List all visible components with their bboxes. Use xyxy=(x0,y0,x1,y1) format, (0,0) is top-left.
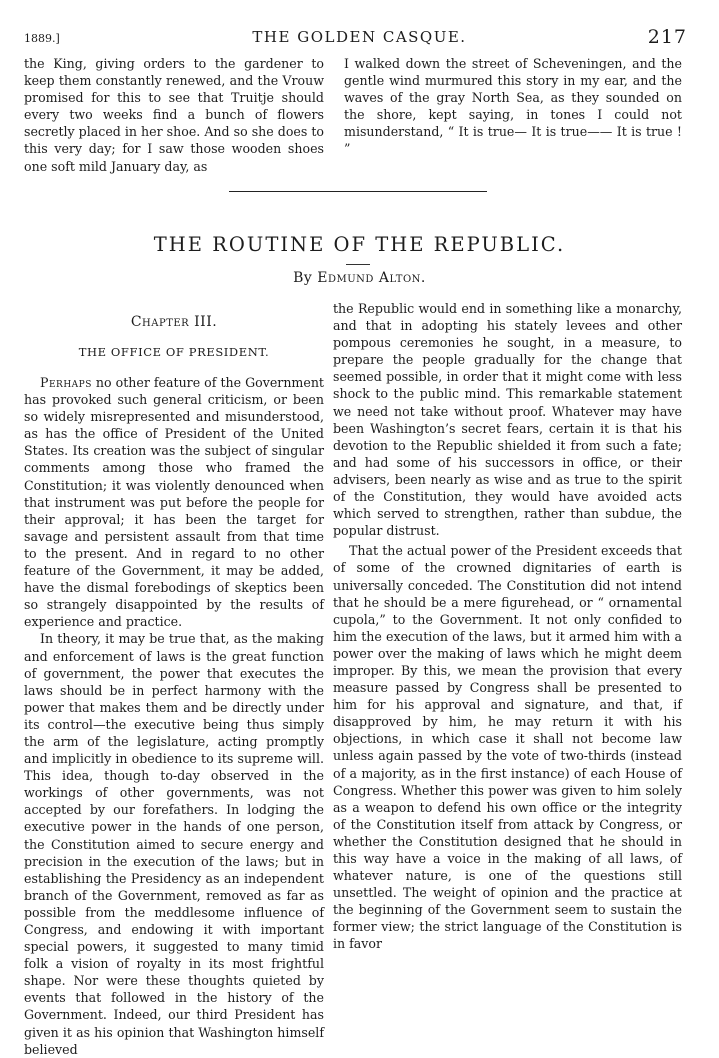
section-heading: THE OFFICE OF PRESIDENT. xyxy=(78,345,270,359)
previous-story-text: I walked down the street of Scheveningen, and the gentle wind murmured this story in my ear, and the waves of the gray North Sea, as they sounded on the shore, kept saying, in tones I could not misunderstand, “ It is true— It is true—— It is true ! ” xyxy=(344,56,682,157)
running-head-journal: THE GOLDEN CASQUE. xyxy=(252,28,467,46)
running-head-year: 1889.] xyxy=(24,32,60,45)
previous-story-right-column xyxy=(344,55,682,158)
body-paragraph: the Republic would end in something like a monarchy, and that in adopting his stately levees and other pompous ceremonies he sought, in a measure, to prepare the people gradually for the change that seemed possible, in order that it might come with less shock to the public mind. This remarkable statement we need not take without proof. Whatever may have been Washington’s secret fears, certain it is that his devotion to the Republic shielded it from such a fate; and had some of his successors in office, or their advisers, been nearly as wise and as true to the spirit of the Constitution, they would have avoided acts which served to strengthen, rather than subdue, the popular distrust. xyxy=(333,301,682,539)
previous-story-text: the King, giving orders to the gardener to keep them constantly renewed, and the Vrouw promised for this to see that Truitje should every two weeks find a bunch of flowers secretly placed in her shoe. And so she does to this very day; for I saw those wooden shoes one soft mild January day, as xyxy=(24,56,324,174)
lead-word: Perhaps xyxy=(40,375,92,390)
article-left-column xyxy=(24,374,324,1058)
running-head xyxy=(0,28,719,50)
chapter-heading: Chapter III. xyxy=(130,314,218,330)
body-paragraph xyxy=(24,374,324,630)
author-name: Edmund Alton. xyxy=(317,270,426,286)
article-right-column xyxy=(333,300,682,953)
previous-story-left-column xyxy=(24,55,324,175)
body-paragraph: In theory, it may be true that, as the making and enforcement of laws is the great function of government, the power that executes the laws should be in perfect harmony with the power that makes them and be directly under its control—the executive being thus simply the arm of the legislature, acting promptly and implicitly in obedience to its supreme will. This idea, though to-day observed in the workings of other governments, was not accepted by our forefathers. In lodging the executive power in the hands of one person, the Constitution aimed to secure energy and precision in the execution of the laws; but in establishing the Presidency as an independent branch of the Government, removed as far as possible from the meddlesome influence of Congress, and endowing it with important special powers, it suggested to many timid folk a vision of royalty in its most frightful shape. Nor were these thoughts quieted by events that followed in the history of the Government. Indeed, our third President has given it as his opinion that Washington himself believed xyxy=(24,631,324,1057)
paragraph-text: no other feature of the Government has provoked such general criticism, or been so widely misrepresented and misunderstood, as has the office of President of the United States. Its creation was the subject of singular comments among those who framed the Constitution; it was violently denounced when that instrument was put before the people for their approval; it has been the target for savage and persistent assault from that time to the present. And in regard to no other feature of the Government, it may be added, have the dismal forebodings of skeptics been so strangely disappointed by the results of experience and practice. xyxy=(24,375,324,630)
body-paragraph: That the actual power of the President exceeds that of some of the crowned dignitaries of earth is universally conceded. The Constitution did not intend that he should be a mere figurehead, or “ ornamental cupola,” to the Government. It not only confided to him the execution of the laws, but it armed him with a power over the making of laws which he might deem improper. By this, we mean the provision that every measure passed by Congress shall be presented to him for his approval and signature, and that, if disapproved by him, he may return it with his objections, in which case it shall not become law unless again passed by the vote of two-thirds (instead of a majority, as in the first instance) of each House of Congress. Whether this power was given to him solely as a weapon to defend his own office or the integrity of the Constitution itself from attack by Congress, or whether the Constitution designed that he should in this way have a voice in the making of all laws, of whatever nature, is one of the questions still unsettled. The weight of opinion and the practice at the beginning of the Government seem to sustain the former view; the strict language of the Constitution is in favor xyxy=(333,543,682,952)
byline-prefix: By xyxy=(293,270,313,286)
page-number: 217 xyxy=(647,26,687,48)
byline xyxy=(0,270,719,286)
title-rule xyxy=(346,264,370,265)
section-divider-rule xyxy=(229,191,487,192)
article-title: THE ROUTINE OF THE REPUBLIC. xyxy=(153,233,566,256)
